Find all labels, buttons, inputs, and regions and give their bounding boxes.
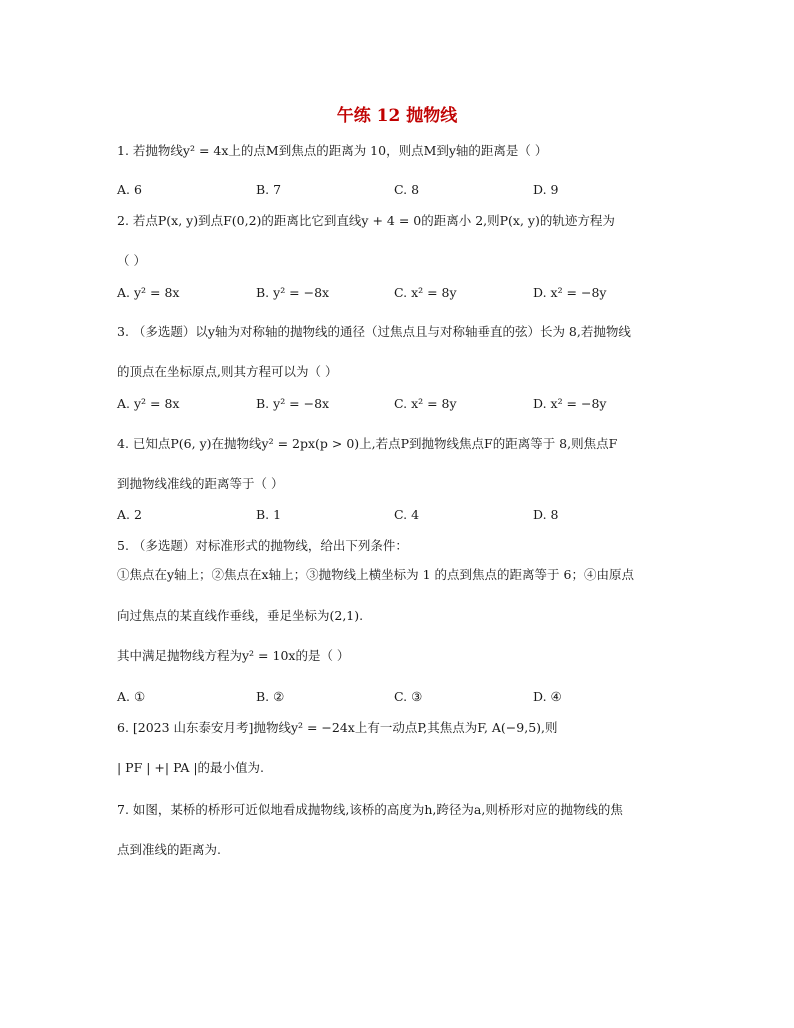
question-2-option-c: C. x² = 8y [394, 285, 457, 300]
question-5-option-c: C. ③ [394, 689, 423, 704]
question-1-option-c: C. 8 [394, 182, 420, 197]
question-5-stem: 5. （多选题）对标准形式的抛物线，给出下列条件： [117, 538, 408, 553]
question-2-option-d: D. x² = −8y [533, 285, 607, 300]
question-2-option-a: A. y² = 8x [117, 285, 180, 300]
question-2-stem: 2. 若点P(x, y)到点F(0,2)的距离比它到直线y + 4 = 0的距离小 2,则P(x, y)的轨迹方程为 [117, 213, 615, 228]
question-4-option-c: C. 4 [394, 507, 420, 522]
question-3-stem-continued: 的顶点在坐标原点,则其方程可以为（ ） [117, 364, 338, 379]
question-1-option-b: B. 7 [256, 182, 282, 197]
question-4-option-b: B. 1 [256, 507, 282, 522]
page-title: 午练 12 抛物线 [336, 106, 458, 126]
question-5-condition-line-1: ①焦点在y轴上；②焦点在x轴上；③抛物线上横坐标为 1 的点到焦点的距离等于 6；④由原点 [117, 567, 634, 582]
question-4-option-a: A. 2 [117, 507, 142, 522]
question-3-stem: 3. （多选题）以y轴为对称轴的抛物线的通径（过焦点且与对称轴垂直的弦）长为 8,若抛物线 [117, 324, 631, 339]
question-4-option-d: D. 8 [533, 507, 559, 522]
question-6-stem: 6. [2023 山东泰安月考]抛物线y² = −24x上有一动点P,其焦点为F, A(−9,5),则 [117, 720, 558, 735]
question-2-option-b: B. y² = −8x [256, 285, 330, 300]
question-3-option-a: A. y² = 8x [117, 396, 180, 411]
question-5-option-b: B. ② [256, 689, 285, 704]
question-3-option-b: B. y² = −8x [256, 396, 330, 411]
question-5-option-a: A. ① [117, 689, 146, 704]
question-1-stem: 1. 若抛物线y² = 4x上的点M到焦点的距离为 10，则点M到y轴的距离是（ ） [117, 143, 548, 158]
question-2-stem-continued: （ ） [117, 253, 146, 268]
question-4-stem-continued: 到抛物线准线的距离等于（ ） [117, 476, 284, 491]
question-4-stem: 4. 已知点P(6, y)在抛物线y² = 2px(p > 0)上,若点P到抛物线焦点F的距离等于 8,则焦点F [117, 436, 618, 451]
question-3-option-c: C. x² = 8y [394, 396, 457, 411]
question-5-condition-line-2: 向过焦点的某直线作垂线，垂足坐标为(2,1). [117, 608, 364, 623]
question-7-stem-continued: 点到准线的距离为. [117, 842, 221, 857]
question-5-option-d: D. ④ [533, 689, 562, 704]
question-3-option-d: D. x² = −8y [533, 396, 607, 411]
question-7-stem: 7. 如图，某桥的桥形可近似地看成抛物线,该桥的高度为h,跨径为a,则桥形对应的抛物线的焦 [117, 802, 623, 817]
question-6-stem-continued: | PF | +| PA |的最小值为. [117, 760, 265, 775]
question-1-option-a: A. 6 [117, 182, 142, 197]
question-5-ask: 其中满足抛物线方程为y² = 10x的是（ ） [117, 648, 350, 663]
question-1-option-d: D. 9 [533, 182, 559, 197]
